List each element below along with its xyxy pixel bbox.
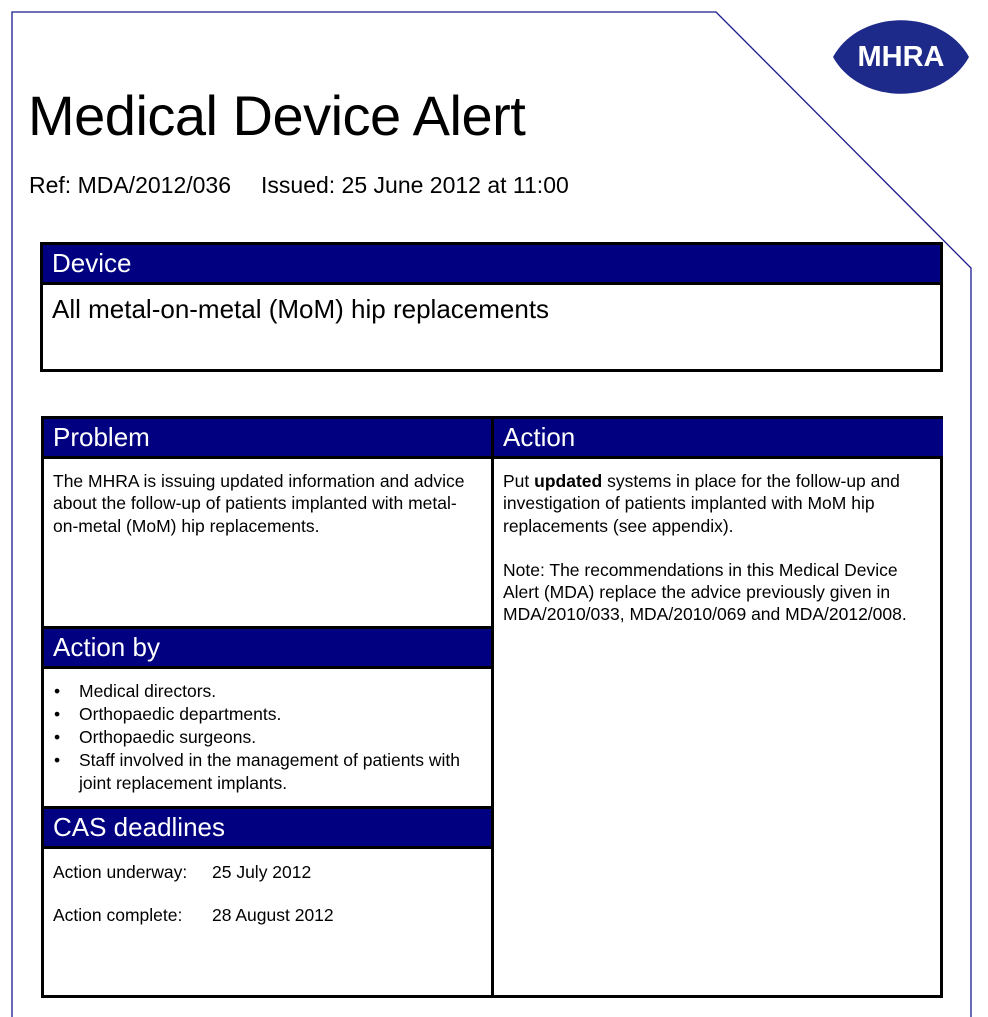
alert-details-grid: [41, 416, 943, 998]
device-heading: Device: [43, 245, 940, 285]
cas-deadlines-heading: CAS deadlines: [44, 809, 491, 849]
action-by-list: [44, 680, 491, 795]
action-text-end: systems in place for the follow-up and investigation of patients implanted with MoM hip replacements (see appendix).: [503, 471, 900, 536]
problem-section: [44, 419, 491, 537]
list-item: • Orthopaedic surgeons.: [79, 726, 491, 749]
page-title: Medical Device Alert: [28, 84, 526, 147]
reference-number: Ref: MDA/2012/036: [29, 172, 232, 198]
action-text-bold: updated: [534, 471, 603, 491]
action-note: Note: The recommendations in this Medical Device Alert (MDA) replace the advice previously given in MDA/2010/033, MDA/2010/069 and MDA/2012/008.: [503, 559, 907, 625]
cas-deadlines-section: [44, 809, 491, 926]
action-by-heading: Action by: [44, 629, 491, 669]
action-text-start: Put: [503, 471, 535, 491]
issued-date: Issued: 25 June 2012 at 11:00: [261, 172, 569, 198]
action-heading: Action: [494, 419, 943, 459]
action-section: [494, 419, 943, 626]
deadline-row: [53, 904, 491, 926]
complete-date: 28 August 2012: [212, 905, 334, 925]
reference-line: [29, 172, 569, 199]
device-box: [40, 242, 943, 372]
list-item: • Orthopaedic departments.: [79, 703, 491, 726]
action-by-section: [44, 629, 491, 795]
underway-date: 25 July 2012: [212, 862, 312, 882]
problem-heading: Problem: [44, 419, 491, 459]
mhra-logo: [830, 14, 972, 100]
complete-label: Action complete:: [53, 905, 183, 925]
cas-deadlines-list: [44, 861, 491, 926]
device-text: All metal-on-metal (MoM) hip replacements: [52, 294, 550, 324]
problem-text: The MHRA is issuing updated information and advice about the follow-up of patients implanted with metal-on-metal (MoM) hip replacements.: [53, 471, 465, 536]
list-item: • Staff involved in the management of patients with joint replacement implants.: [79, 749, 491, 795]
deadline-row: [53, 861, 491, 883]
mhra-logo-text: MHRA: [857, 41, 945, 73]
list-item: • Medical directors.: [79, 680, 491, 703]
underway-label: Action underway:: [53, 862, 188, 882]
action-text: [494, 459, 943, 537]
